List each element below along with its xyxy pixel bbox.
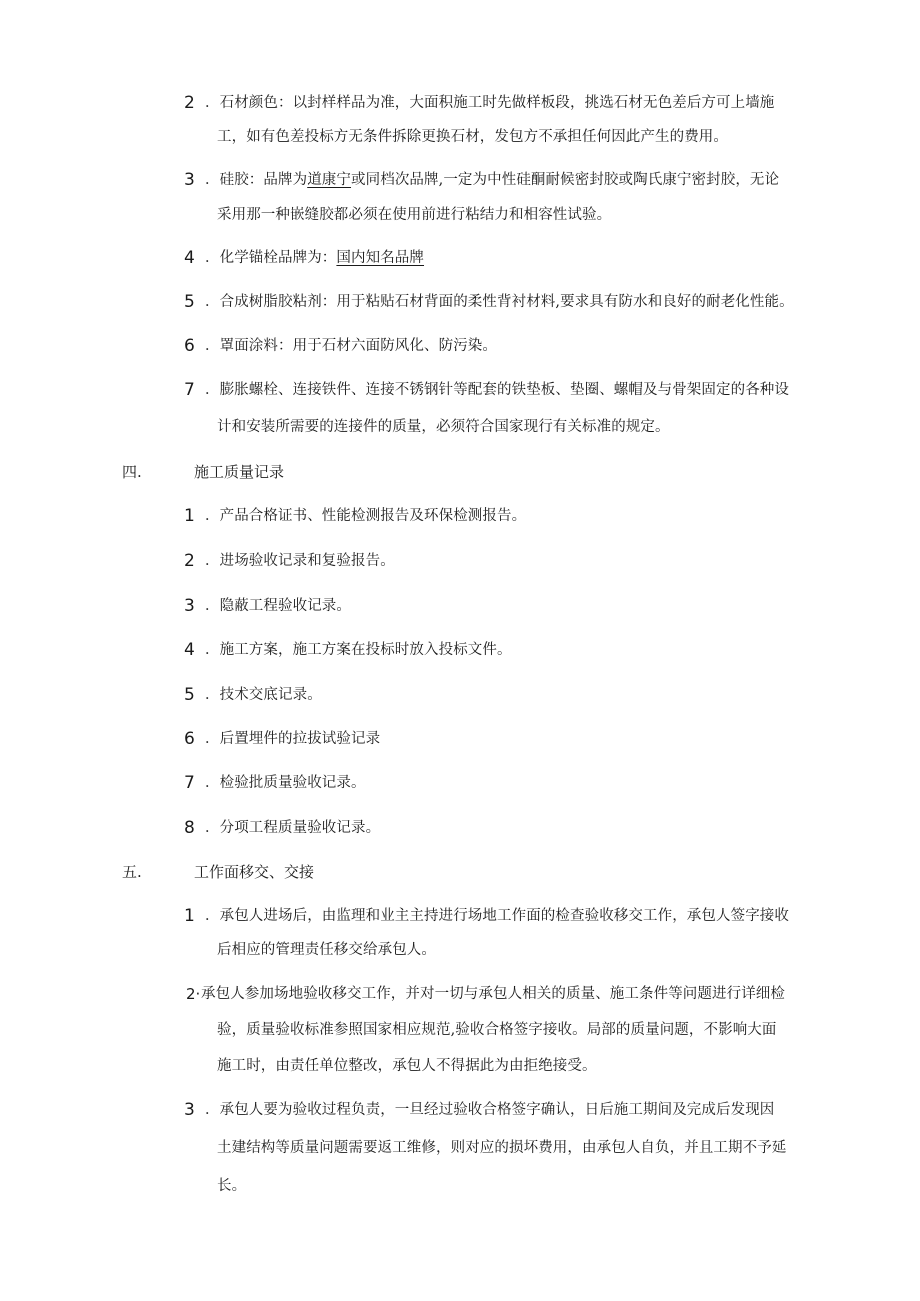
list-text-suffix: 或同档次品牌,一定为中性硅酮耐候密封胶或陶氏康宁密封胶，无论 [351,172,780,188]
list-number: 5 [184,685,195,705]
brand-name-underlined: 国内知名品牌 [336,250,425,266]
list-text: ．石材颜色：以封样样品为准，大面积施工时先做样板段，挑选石材无色差后方可上墙施 [205,95,775,111]
section-title: 工作面移交、交接 [194,863,315,881]
list-number: 3 [184,1100,195,1120]
list-number: 3 [184,170,195,190]
list-text: ．承包人进场后，由监理和业主主持进行场地工作面的检查验收移交工作，承包人签字接收 [205,908,789,924]
section-number: 四. [122,463,142,481]
list-text: ．罩面涂料：用于石材六面防风化、防污染。 [205,338,497,354]
section-number: 五. [122,863,142,881]
list-text-prefix: ．硅胶：品牌为 [205,172,308,188]
list-text: 验，质量验收标准参照国家相应规范,验收合格签字接收。局部的质量问题，不影响大面 [217,1022,777,1038]
list-number: 5 [184,292,195,312]
list-text: 承包人参加场地验收移交工作，并对一切与承包人相关的质量、施工条件等问题进行详细检 [201,986,785,1002]
list-text: ．合成树脂胶粘剂：用于粘贴石材背面的柔性背衬材料,要求具有防水和良好的耐老化性能。 [205,294,794,310]
brand-name-underlined: 道康宁 [307,172,352,188]
list-text: ．隐蔽工程验收记录。 [205,598,351,614]
list-text: ．施工方案，施工方案在投标时放入投标文件。 [205,642,512,658]
list-number: 8 [184,818,195,838]
list-number: 3 [184,596,195,616]
list-number: 6 [184,729,195,749]
list-text [205,170,779,190]
list-text: 长。 [217,1178,247,1194]
list-text: 后相应的管理责任移交给承包人。 [217,942,436,958]
list-number: 1 [184,506,195,526]
list-number: 7 [184,380,195,400]
list-text: 采用那一种嵌缝胶都必须在使用前进行粘结力和相容性试验。 [217,207,612,223]
list-number: 1 [184,906,195,926]
list-text: 施工时，由责任单位整改，承包人不得据此为由拒绝接受。 [217,1058,597,1074]
list-text: ．进场验收记录和复验报告。 [205,553,395,569]
list-text: 土建结构等质量问题需要返工维修，则对应的损坏费用，由承包人自负，并且工期不予延 [217,1140,787,1156]
list-number: 2 [184,93,195,113]
list-text: ．膨胀螺栓、连接铁件、连接不锈钢针等配套的铁垫板、垫圈、螺帽及与骨架固定的各种设 [205,382,789,398]
list-number: 4 [184,248,195,268]
list-number: 6 [184,336,195,356]
list-number: 4 [184,640,195,660]
list-number: 2· [186,985,201,1003]
list-text: ．后置埋件的拉拔试验记录 [205,731,381,747]
list-text: 计和安装所需要的连接件的质量，必须符合国家现行有关标准的规定。 [217,419,670,435]
list-text: ．产品合格证书、性能检测报告及环保检测报告。 [205,508,527,524]
list-text: ．技术交底记录。 [205,687,322,703]
section-title: 施工质量记录 [194,463,285,481]
list-text: 工，如有色差投标方无条件拆除更换石材，发包方不承担任何因此产生的费用。 [217,129,728,145]
list-text: ．检验批质量验收记录。 [205,775,366,791]
list-text [205,248,424,268]
list-text: ．承包人要为验收过程负责，一旦经过验收合格签字确认，日后施工期间及完成后发现因 [205,1102,775,1118]
list-text: ．分项工程质量验收记录。 [205,820,381,836]
list-number: 2 [184,551,195,571]
list-text-prefix: ．化学锚栓品牌为： [205,250,337,266]
list-number: 7 [184,773,195,793]
